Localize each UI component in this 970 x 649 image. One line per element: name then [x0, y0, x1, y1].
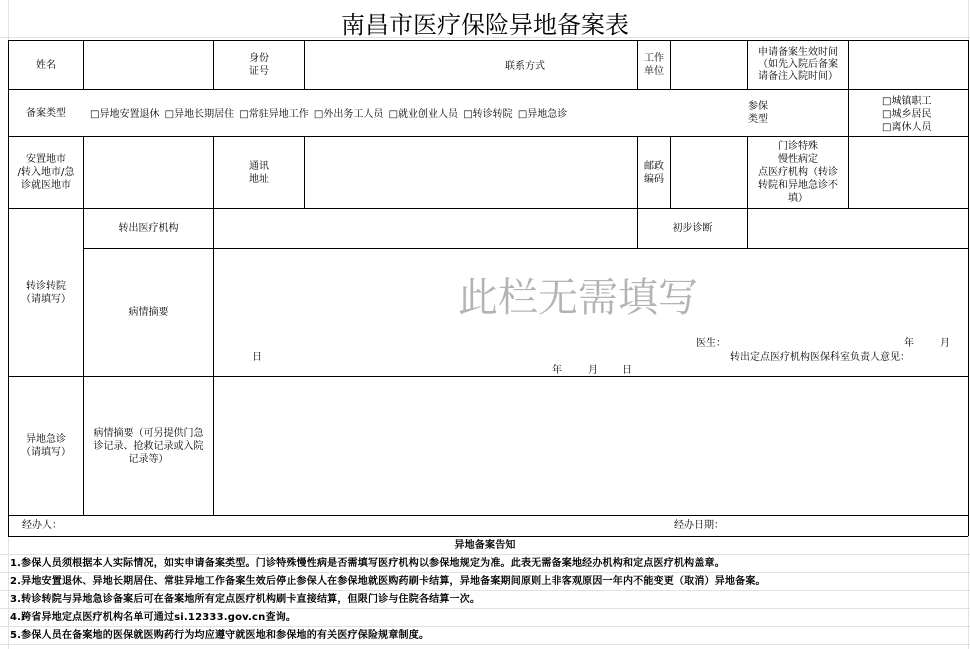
transfer-section-label: 转诊转院 （请填写）	[21, 280, 71, 305]
option-migrant-worker[interactable]: □外出务工人员	[313, 109, 384, 120]
doctor-day: 日	[252, 352, 262, 363]
option-transfer-hospital[interactable]: □转诊转院	[463, 109, 513, 120]
place-field[interactable]	[84, 137, 213, 208]
postcode-label: 邮政 编码	[644, 160, 664, 185]
notice-title: 异地备案告知	[454, 540, 516, 551]
address-label: 通讯 地址	[249, 160, 269, 185]
option-relocated-retire[interactable]: □异地安置退休	[90, 109, 160, 120]
apply-time-field[interactable]	[849, 41, 968, 89]
emergency-summary-label: 病情摘要（可另提供门急 诊记录、抢救记录或入院 记录等）	[93, 427, 204, 465]
address-field[interactable]	[305, 137, 637, 208]
clinic-label: 门诊特殊 慢性病定 点医疗机构（转诊 转院和异地急诊不 填）	[758, 141, 838, 204]
notice-item-4: 4.跨省异地定点医疗机构名单可通过si.12333.gov.cn查询。	[10, 612, 297, 623]
record-type-label: 备案类型	[26, 107, 66, 119]
doctor-month: 月	[940, 338, 950, 349]
form-title: 南昌市医疗保险异地备案表	[341, 11, 629, 39]
notice-item-5: 5.参保人员在备案地的医保就医购药行为均应遵守就医地和参保地的有关医疗保险规章制度。	[10, 630, 430, 641]
doctor-year: 年	[904, 338, 914, 349]
emergency-summary-field[interactable]	[214, 377, 968, 515]
option-retired-cadre[interactable]: □离休人员	[882, 122, 932, 133]
opinion-year: 年	[552, 365, 562, 376]
diagnosis-label: 初步诊断	[672, 223, 713, 234]
insured-type-options	[882, 95, 931, 134]
name-label: 姓名	[36, 59, 56, 71]
id-card-field[interactable]	[305, 41, 485, 89]
opinion-day: 日	[622, 365, 632, 376]
insured-type-label: 参保 类型	[748, 101, 768, 125]
out-hospital-field[interactable]	[214, 209, 637, 248]
handle-date-label: 经办日期：	[674, 520, 724, 531]
transfer-summary-label: 病情摘要	[128, 307, 169, 318]
option-long-term-residence[interactable]: □异地长期居住	[164, 109, 235, 120]
emergency-section-label: 异地急诊 （请填写）	[21, 434, 71, 458]
notice-item-2: 2.异地安置退休、异地长期居住、常驻异地工作备案生效后停止参保人在参保地就医购药刷卡结算，异地备案期间原则上非客观原因一年内不能变更（取消）异地备案。	[10, 576, 766, 587]
handler-label: 经办人：	[22, 520, 62, 531]
name-field[interactable]	[84, 41, 213, 89]
notice-item-3: 3.转诊转院与异地急诊备案后可在备案地所有定点医疗机构刷卡直接结算，但限门诊与住院各结算一次。	[10, 594, 481, 605]
place-label: 安置地市 /转入地市/急 诊就医地市	[17, 154, 75, 191]
id-card-label: 身份 证号	[249, 53, 269, 77]
opinion-month: 月	[588, 365, 598, 376]
diagnosis-field[interactable]	[748, 209, 968, 248]
doctor-label: 医生：	[696, 338, 726, 349]
notice-item-1: 1.参保人员须根据本人实际情况，如实申请备案类型。门诊特殊慢性病是否需填写医疗机构以参保地规定为准。此表无需备案地经办机构和定点医疗机构盖章。	[10, 558, 725, 569]
no-fill-watermark: 此栏无需填写	[458, 275, 698, 321]
record-type-options	[90, 108, 569, 121]
apply-time-label: 申请备案生效时间 （如先入院后备案 请备注入院时间）	[758, 47, 838, 82]
option-emergency[interactable]: □异地急诊	[517, 109, 568, 120]
contact-label: 联系方式	[505, 61, 545, 72]
opinion-label: 转出定点医疗机构医保科室负责人意见：	[730, 352, 910, 363]
postcode-field[interactable]	[671, 137, 747, 208]
option-urban-rural-resident[interactable]: □城乡居民	[882, 109, 932, 120]
option-employment-startup[interactable]: □就业创业人员	[388, 109, 459, 120]
clinic-field[interactable]	[849, 137, 968, 208]
option-urban-employee[interactable]: □城镇职工	[882, 96, 932, 107]
work-unit-label: 工作 单位	[644, 53, 664, 77]
work-unit-field[interactable]	[671, 41, 747, 89]
option-stationed-work[interactable]: □常驻异地工作	[239, 109, 309, 120]
out-hospital-label: 转出医疗机构	[118, 223, 179, 234]
